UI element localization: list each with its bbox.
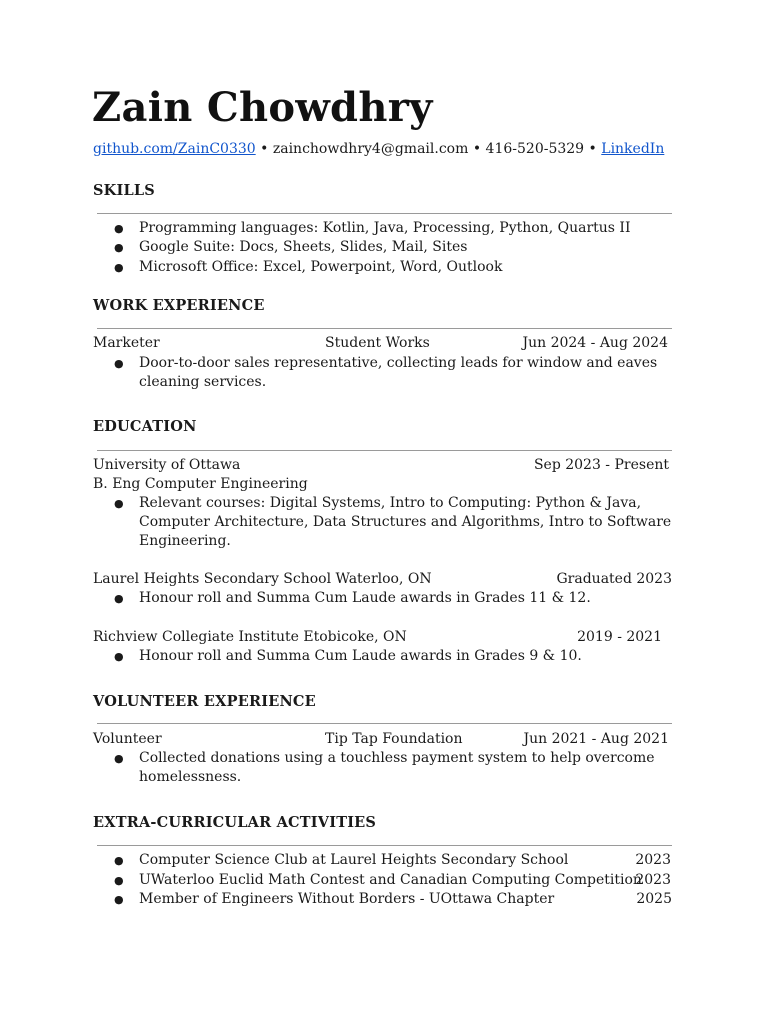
section-heading-volunteer: VOLUNTEER EXPERIENCE	[93, 693, 316, 710]
degree-name: B. Eng Computer Engineering	[93, 476, 308, 492]
section-heading-work: WORK EXPERIENCE	[93, 297, 265, 314]
section-divider	[97, 723, 672, 724]
job-description: Door-to-door sales representative, collecting leads for window and eaves	[139, 355, 658, 371]
bullet-icon: ●	[114, 241, 124, 254]
school-name: Laurel Heights Secondary School Waterloo, ON	[93, 571, 432, 587]
section-heading-activities: EXTRA-CURRICULAR ACTIVITIES	[93, 814, 377, 831]
school-dates: Sep 2023 - Present	[533, 457, 669, 473]
separator: •	[584, 141, 602, 157]
school-name: University of Ottawa	[93, 457, 241, 473]
bullet-icon: ●	[114, 592, 124, 605]
skill-item: Microsoft Office: Excel, Powerpoint, Word, Outlook	[139, 259, 503, 275]
section-heading-education: EDUCATION	[93, 418, 197, 435]
activity-item: UWaterloo Euclid Math Contest and Canadian Computing Competition	[139, 872, 642, 888]
github-link[interactable]: github.com/ZainC0330	[93, 141, 256, 157]
activity-item: Computer Science Club at Laurel Heights Secondary School	[139, 852, 569, 868]
section-heading-skills: SKILLS	[93, 182, 155, 199]
phone-text: 416-520-5329	[485, 141, 585, 157]
bullet-icon: ●	[114, 893, 124, 906]
volunteer-description: Collected donations using a touchless payment system to help overcome	[139, 750, 655, 766]
job-description: cleaning services.	[139, 374, 267, 390]
coursework-line: Computer Architecture, Data Structures and Algorithms, Intro to Software	[139, 514, 672, 530]
bullet-icon: ●	[114, 874, 124, 887]
separator: •	[255, 141, 273, 157]
section-divider	[97, 213, 672, 214]
bullet-icon: ●	[114, 752, 124, 765]
separator: •	[468, 141, 486, 157]
bullet-icon: ●	[114, 497, 124, 510]
bullet-icon: ●	[114, 222, 124, 235]
section-divider	[97, 328, 672, 329]
email-text: zainchowdhry4@gmail.com	[272, 141, 469, 157]
volunteer-dates: Jun 2021 - Aug 2021	[523, 731, 669, 747]
volunteer-organization: Tip Tap Foundation	[325, 731, 463, 747]
job-title: Marketer	[93, 335, 160, 351]
job-organization: Student Works	[325, 335, 430, 351]
activity-year: 2025	[636, 891, 672, 907]
bullet-icon: ●	[114, 854, 124, 867]
contact-line	[93, 141, 664, 157]
job-dates: Jun 2024 - Aug 2024	[522, 335, 668, 351]
skill-item: Google Suite: Docs, Sheets, Slides, Mail, Sites	[139, 239, 468, 255]
section-divider	[97, 450, 672, 451]
activity-item: Member of Engineers Without Borders - UOttawa Chapter	[139, 891, 555, 907]
award-line: Honour roll and Summa Cum Laude awards in Grades 11 & 12.	[139, 590, 591, 606]
school-name: Richview Collegiate Institute Etobicoke, ON	[93, 629, 407, 645]
coursework-line: Relevant courses: Digital Systems, Intro to Computing: Python & Java,	[139, 495, 642, 511]
activity-year: 2023	[635, 872, 671, 888]
school-dates: Graduated 2023	[556, 571, 672, 587]
resume-name: Zain Chowdhry	[92, 84, 433, 131]
linkedin-link[interactable]: LinkedIn	[601, 141, 665, 157]
volunteer-title: Volunteer	[93, 731, 162, 747]
bullet-icon: ●	[114, 650, 124, 663]
bullet-icon: ●	[114, 357, 124, 370]
coursework-line: Engineering.	[139, 533, 231, 549]
volunteer-description: homelessness.	[139, 769, 242, 785]
school-dates: 2019 - 2021	[577, 629, 662, 645]
skill-item: Programming languages: Kotlin, Java, Processing, Python, Quartus II	[139, 220, 631, 236]
section-divider	[97, 845, 672, 846]
activity-year: 2023	[635, 852, 671, 868]
award-line: Honour roll and Summa Cum Laude awards in Grades 9 & 10.	[139, 648, 582, 664]
bullet-icon: ●	[114, 261, 124, 274]
